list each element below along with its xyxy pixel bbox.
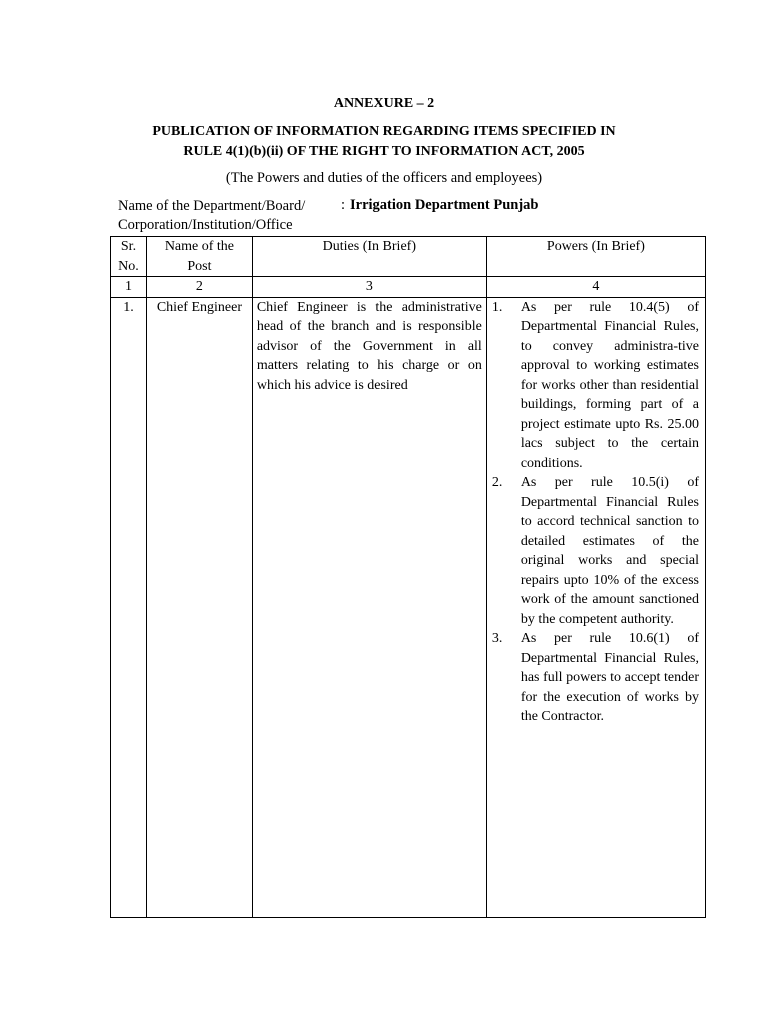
table-header-row [111, 237, 706, 277]
power-text: As per rule 10.5(i) of Departmental Financial Rules to accord technical sanction to detailed estimates of the original works and special repairs upto 10% of the excess work of the amount sanctioned by the competent authority. [520, 475, 699, 627]
column-number: 1 [111, 277, 147, 298]
power-number: 1. [491, 299, 503, 315]
title-line-1: PUBLICATION OF INFORMATION REGARDING ITEMS SPECIFIED IN [152, 124, 616, 139]
publication-title [0, 122, 768, 162]
department-label [118, 197, 348, 235]
row-sr-no: 1. [111, 297, 147, 917]
header-post-line-2: Post [187, 258, 212, 274]
header-powers: Powers (In Brief) [486, 237, 705, 277]
department-value: Irrigation Department Punjab [350, 197, 539, 213]
power-number: 2. [491, 475, 503, 490]
power-text: As per rule 10.6(1) of Departmental Financial Rules, has full powers to accept tender for the execution of works by the Contractor. [520, 631, 699, 724]
column-number-row [111, 277, 706, 298]
title-line-2: RULE 4(1)(b)(ii) OF THE RIGHT TO INFORMATION ACT, 2005 [183, 144, 585, 159]
column-number: 3 [252, 277, 486, 298]
annexure-heading: ANNEXURE – 2 [333, 96, 435, 111]
row-post: Chief Engineer [146, 297, 252, 917]
department-label-line-1: Name of the Department/Board/ [118, 198, 306, 214]
table-row [111, 297, 706, 917]
list-item [491, 473, 701, 629]
column-number: 4 [486, 277, 705, 298]
powers-duties-table [110, 236, 706, 918]
power-text: As per rule 10.4(5) of Departmental Financial Rules, to convey administra-tive approval to working estimates for works other than residential buildings, forming part of a project estimate upto Rs. 25.00 lacs subject to the certain conditions. [520, 299, 699, 471]
header-sr-no [111, 237, 147, 277]
powers-list [491, 298, 701, 727]
header-sr-line-1: Sr. [120, 239, 137, 254]
header-duties: Duties (In Brief) [252, 237, 486, 277]
header-post-line-1: Name of the [164, 239, 235, 254]
department-colon: : [341, 197, 346, 213]
header-post [146, 237, 252, 277]
row-powers [486, 297, 705, 917]
row-duties: Chief Engineer is the administrative head of the branch and is responsible advisor of the Government in all matters relating to his charge or on which his advice is desired [252, 297, 486, 917]
column-number: 2 [146, 277, 252, 298]
list-item [491, 298, 701, 474]
list-item [491, 629, 701, 727]
department-label-line-2: Corporation/Institution/Office [118, 217, 293, 233]
subtitle: (The Powers and duties of the officers and employees) [225, 170, 543, 186]
power-number: 3. [491, 631, 503, 646]
header-sr-line-2: No. [118, 258, 139, 274]
